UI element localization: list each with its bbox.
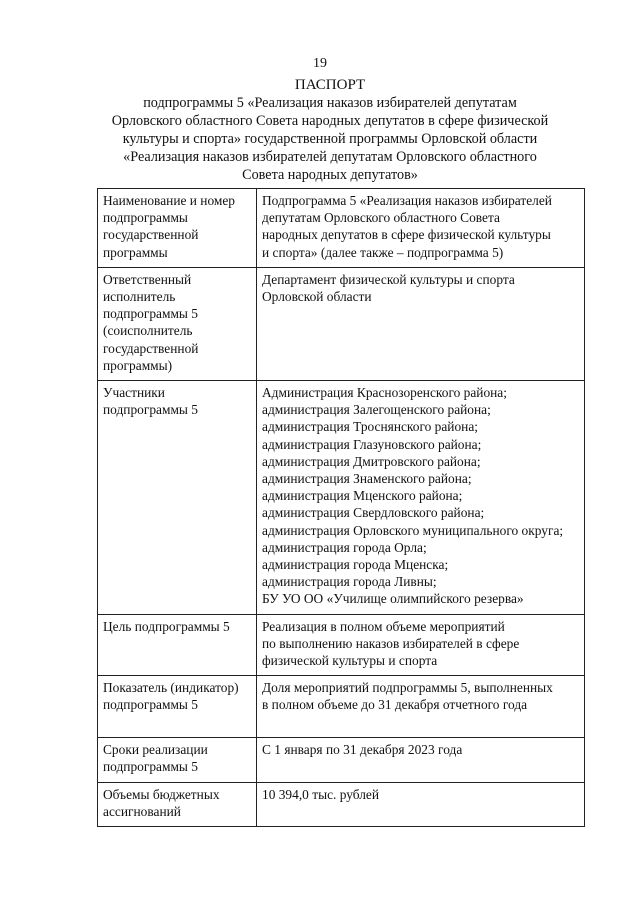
value-line: в полном объеме до 31 декабря отчетного года <box>262 697 528 713</box>
value-line: Администрация Краснозоренского района; <box>262 385 507 401</box>
table-row <box>98 189 585 268</box>
value-line: администрация города Орла; <box>262 539 427 555</box>
value-line: депутатам Орловского областного Совета <box>262 210 500 226</box>
label-line: Участники <box>103 385 165 401</box>
row-label <box>98 381 257 615</box>
label-line: Ответственный <box>103 271 192 287</box>
value-line: администрация Свердловского района; <box>262 505 485 521</box>
row-value <box>257 782 585 826</box>
value-line: народных депутатов в сфере физической культуры <box>262 227 551 243</box>
row-label <box>98 614 257 676</box>
label-line: подпрограммы 5 <box>103 697 198 713</box>
label-line: исполнитель <box>103 289 176 305</box>
document-title: ПАСПОРТ <box>294 77 366 93</box>
row-label <box>98 676 257 738</box>
value-line: Реализация в полном объеме мероприятий <box>262 618 505 634</box>
row-label <box>98 782 257 826</box>
row-label <box>98 738 257 782</box>
value-line: Подпрограмма 5 «Реализация наказов избирателей <box>262 193 552 208</box>
value-line: 10 394,0 тыс. рублей <box>262 786 380 802</box>
value-line: физической культуры и спорта <box>262 653 438 669</box>
value-line: БУ УО ОО «Училище олимпийского резерва» <box>262 591 524 607</box>
label-line: программы <box>103 244 168 260</box>
row-value <box>257 381 585 615</box>
value-line: администрация города Мценска; <box>262 557 449 573</box>
value-line: Доля мероприятий подпрограммы 5, выполненных <box>262 680 553 696</box>
table-row <box>98 782 585 826</box>
label-line: ассигнований <box>103 803 181 819</box>
value-line: администрация Троснянского района; <box>262 419 478 435</box>
row-value <box>257 189 585 268</box>
label-line: Объемы бюджетных <box>103 786 220 802</box>
label-line: государственной <box>103 340 199 356</box>
subtitle-line: Совета народных депутатов» <box>242 167 418 183</box>
label-line: Цель подпрограммы 5 <box>103 618 230 634</box>
label-line: Показатель (индикатор) <box>103 680 239 696</box>
table-row <box>98 676 585 738</box>
passport-table <box>97 188 585 827</box>
table-row <box>98 614 585 676</box>
document-subtitle <box>60 94 600 184</box>
label-line: (соисполнитель <box>103 323 193 339</box>
value-line: администрация города Ливны; <box>262 574 437 590</box>
subtitle-line: культуры и спорта» государственной программы Орловской области <box>122 131 538 147</box>
row-value <box>257 738 585 782</box>
row-value <box>257 614 585 676</box>
value-line: Орловской области <box>262 289 372 305</box>
page-number: 19 <box>313 56 327 71</box>
value-line: администрация Залегощенского района; <box>262 402 491 418</box>
value-line: и спорта» (далее также – подпрограмма 5) <box>262 244 504 260</box>
label-line: подпрограммы 5 <box>103 402 198 418</box>
value-line: администрация Мценского района; <box>262 488 463 504</box>
value-line: Департамент физической культуры и спорта <box>262 271 515 287</box>
row-label <box>98 189 257 268</box>
value-line: администрация Орловского муниципального округа; <box>262 522 564 538</box>
value-line: администрация Знаменского района; <box>262 471 472 487</box>
value-line: С 1 января по 31 декабря 2023 года <box>262 742 463 758</box>
row-label <box>98 267 257 380</box>
document-header <box>60 76 600 184</box>
label-line: подпрограммы <box>103 210 188 226</box>
label-line: подпрограммы 5 <box>103 306 198 322</box>
row-value <box>257 267 585 380</box>
label-line: Сроки реализации <box>103 742 208 758</box>
subtitle-line: подпрограммы 5 «Реализация наказов избирателей депутатам <box>143 95 517 111</box>
label-line: Наименование и номер <box>103 193 236 208</box>
value-line: администрация Глазуновского района; <box>262 436 482 452</box>
table-row <box>98 267 585 380</box>
label-line: программы) <box>103 357 173 373</box>
label-line: государственной <box>103 227 199 243</box>
value-line: по выполнению наказов избирателей в сфере <box>262 635 520 651</box>
label-line: подпрограммы 5 <box>103 759 198 775</box>
table-row <box>98 738 585 782</box>
value-line: администрация Дмитровского района; <box>262 453 481 469</box>
subtitle-line: Орловского областного Совета народных депутатов в сфере физической <box>111 113 549 129</box>
subtitle-line: «Реализация наказов избирателей депутатам Орловского областного <box>123 149 537 165</box>
row-value <box>257 676 585 738</box>
table-row <box>98 381 585 615</box>
